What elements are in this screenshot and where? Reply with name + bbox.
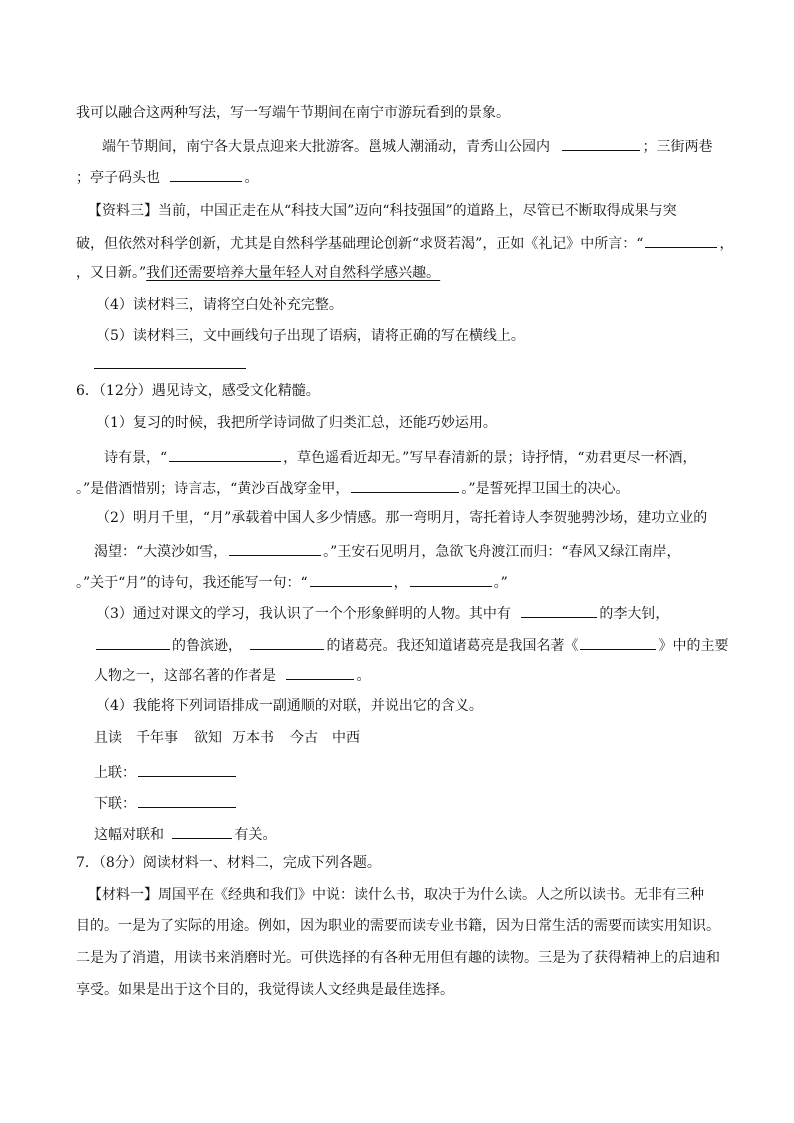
q6-text-line (94, 634, 728, 656)
q6-about-b: 有关。 (234, 827, 277, 843)
answer-blank[interactable] (229, 540, 321, 556)
word-item: 欲知 (194, 730, 222, 746)
material1-line (76, 948, 720, 968)
answer-blank[interactable] (138, 792, 236, 808)
q6-s1-line2-b: 。”是誓死捍卫国土的决心。 (461, 481, 630, 497)
q6-s2-line3-a: 。”关于“月”的诗句，我还能写一句：“ (76, 575, 308, 591)
q5-sub4: （4）读材料三，请将空白处补充完整。 (96, 297, 343, 313)
q6-text-line (104, 446, 697, 468)
answer-blank[interactable] (645, 232, 717, 248)
q6-s2-line3-c: 。” (493, 575, 508, 591)
q6-s3-line2-c: 》中的主要 (658, 638, 729, 654)
answer-blank[interactable] (170, 166, 242, 182)
word-item: 今古 (290, 730, 318, 746)
answer-blank[interactable] (286, 664, 354, 680)
answer-line[interactable] (94, 368, 246, 369)
couplet-line (94, 761, 238, 783)
q6-sub4: （4）我能将下列词语排成一副通顺的对联，并说出它的含义。 (96, 698, 483, 714)
material3-line (76, 263, 440, 283)
q6-s2-line1: （2）明月千里，“月”承载着中国人多少情感。那一弯明月，寄托着诗人李贺驰骋沙场，建功立业的 (96, 510, 708, 526)
answer-blank[interactable] (562, 135, 640, 151)
q5-text-line (76, 166, 258, 188)
q7-heading: 7．（8分）阅读材料一、材料二，完成下列各题。 (76, 855, 381, 871)
q6-s3-line1-a: （3）通过对课文的学习，我认识了一个个形象鲜明的人物。其中有 (96, 606, 511, 622)
q6-s2-line2-b: 。”王安石见明月，急欲飞舟渡江而归：“春风又绿江南岸， (323, 544, 681, 560)
answer-blank[interactable] (250, 634, 324, 650)
word-item: 且读 (94, 730, 122, 746)
answer-blank[interactable] (96, 634, 170, 650)
q5-text-line (76, 103, 510, 123)
upper-couplet-label: 上联： (94, 765, 136, 781)
sub-question (96, 696, 483, 716)
word-item: 万本书 (232, 730, 274, 746)
material1-line4: 享受。如果是出于这个目的，我觉得读人文经典是最佳选择。 (76, 982, 454, 998)
material3-line2-b: ， (719, 236, 734, 252)
q6-s3-line3-a: 人物之一，这部名著的作者是 (94, 668, 276, 684)
q6-s1-line1-b: ，草色遥看近却无。”写早春清新的景；诗抒情，“劝君更尽一杯酒， (283, 450, 697, 466)
word-item: 千年事 (136, 730, 178, 746)
answer-blank[interactable] (138, 761, 236, 777)
material1-line (76, 916, 720, 936)
q6-s2-line3-b: ， (393, 575, 408, 591)
q6-sub1: （1）复习的时候，我把所学诗词做了归类汇总，还能巧妙运用。 (96, 415, 497, 431)
q6-s3-line3-b: 。 (356, 668, 371, 684)
q5-text-line (102, 135, 712, 157)
lower-couplet-label: 下联： (94, 796, 136, 812)
q6-text-line (76, 477, 630, 499)
q5-line3-b: 。 (244, 170, 259, 186)
q5-sub5: （5）读材料三，文中画线句子出现了语病，请将正确的写在横线上。 (96, 328, 525, 344)
word-list (94, 728, 360, 748)
question-heading (76, 381, 320, 401)
answer-blank[interactable] (310, 571, 392, 587)
sub-question (96, 413, 497, 433)
q6-text-line (94, 664, 370, 686)
underlined-sentence: 我们还需要培养大量年轻人对自然科学感兴趣。 (146, 265, 441, 281)
q6-heading: 6．（12分）遇见诗文，感受文化精髓。 (76, 383, 320, 399)
material3-line3-a: ，又日新。” (76, 265, 147, 281)
sub-question (96, 326, 525, 346)
q6-s1-line1-a: 诗有景，“ (104, 450, 168, 466)
q6-s2-line2-a: 渴望：“大漠沙如雪， (94, 544, 228, 560)
q5-line3-a: ；亭子码头也 (76, 170, 160, 186)
answer-blank[interactable] (521, 602, 597, 618)
answer-blank[interactable] (351, 477, 459, 493)
q6-s3-line2-b: 的诸葛亮。我还知道诸葛亮是我国名著《 (326, 638, 579, 654)
material1-line2: 目的。一是为了实际的用途。例如，因为职业的需要而读专业书籍，因为日常生活的需要而读实用知识。 (76, 918, 720, 934)
q6-s3-line1-b: 的李大钊， (599, 606, 670, 622)
question-heading (76, 853, 381, 873)
answer-blank[interactable] (410, 571, 492, 587)
material1-line1: 【材料一】周国平在《经典和我们》中说：读什么书，取决于为什么读。人之所以读书。无非有三种 (88, 887, 704, 903)
q6-text-line (94, 540, 681, 562)
word-item: 中西 (332, 730, 360, 746)
q5-line2-b: ；三街两巷 (642, 139, 713, 155)
q6-s3-line2-a: 的鲁滨逊， (172, 638, 242, 654)
sub-question (96, 295, 343, 315)
answer-blank[interactable] (169, 446, 281, 462)
q6-text-line (76, 571, 508, 593)
couplet-line (94, 792, 238, 814)
q6-text-line (96, 508, 707, 528)
material3-line2-a: 破，但依然对科学创新，尤其是自然科学基础理论创新“求贤若渴”，正如《礼记》中所言：“ (76, 236, 644, 252)
material1-line3: 二是为了消遣，用读书来消磨时光。可供选择的有各种无用但有趣的读物。三是为了获得精神上的启迪和 (76, 950, 720, 966)
q6-about-a: 这幅对联和 (94, 827, 164, 843)
q6-s1-line2-a: 。”是借酒惜别；诗言志，“黄沙百战穿金甲， (76, 481, 350, 497)
material3-line (76, 232, 733, 254)
material1-line (76, 980, 454, 1000)
q6-text-line (96, 602, 669, 624)
answer-blank[interactable] (172, 823, 232, 839)
material3-line1: 【资料三】当前，中国正走在从“科技大国”迈向“科技强国”的道路上，尽管已不断取得成果与突 (88, 203, 677, 219)
material3-line (88, 201, 677, 221)
answer-blank[interactable] (580, 634, 656, 650)
material1-line (88, 885, 704, 905)
q5-line1: 我可以融合这两种写法，写一写端午节期间在南宁市游玩看到的景象。 (76, 105, 510, 121)
q6-text-line (94, 823, 276, 845)
q5-line2-a: 端午节期间，南宁各大景点迎来大批游客。邕城人潮涌动，青秀山公园内 (102, 139, 550, 155)
